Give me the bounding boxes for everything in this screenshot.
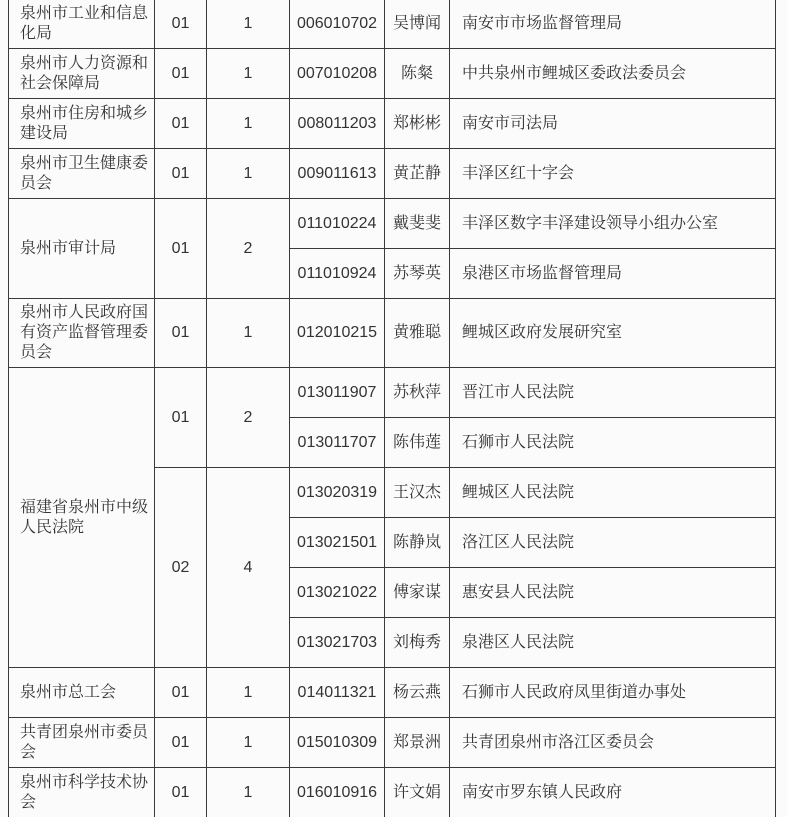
cell-candidate-name: 郑景洲 (385, 718, 450, 768)
cell-post-code: 02 (155, 468, 207, 668)
cell-candidate-id: 013021022 (290, 568, 385, 618)
cell-work-unit: 石狮市人民政府凤里街道办事处 (450, 668, 776, 718)
cell-work-unit: 中共泉州市鲤城区委政法委员会 (450, 49, 776, 99)
table-body (9, 0, 776, 817)
cell-candidate-name: 陈伟莲 (385, 418, 450, 468)
table-row (9, 768, 776, 817)
cell-candidate-name: 郑彬彬 (385, 99, 450, 149)
table-row (9, 199, 776, 249)
cell-recruit-count: 1 (207, 668, 290, 718)
table-row (9, 49, 776, 99)
table-row (9, 668, 776, 718)
cell-work-unit: 石狮市人民法院 (450, 418, 776, 468)
cell-recruit-count: 2 (207, 368, 290, 468)
cell-post-code: 01 (155, 149, 207, 199)
cell-work-unit: 晋江市人民法院 (450, 368, 776, 418)
cell-work-unit: 洛江区人民法院 (450, 518, 776, 568)
cell-candidate-name: 陈粲 (385, 49, 450, 99)
cell-recruit-count: 1 (207, 718, 290, 768)
cell-work-unit: 南安市司法局 (450, 99, 776, 149)
cell-candidate-id: 013021703 (290, 618, 385, 668)
cell-candidate-name: 杨云燕 (385, 668, 450, 718)
cell-candidate-name: 陈静岚 (385, 518, 450, 568)
table-container (8, 0, 776, 817)
cell-candidate-name: 刘梅秀 (385, 618, 450, 668)
cell-candidate-id: 007010208 (290, 49, 385, 99)
table-row (9, 299, 776, 368)
cell-candidate-id: 011010924 (290, 249, 385, 299)
cell-candidate-id: 009011613 (290, 149, 385, 199)
cell-candidate-id: 013021501 (290, 518, 385, 568)
cell-post-code: 01 (155, 668, 207, 718)
cell-candidate-id: 011010224 (290, 199, 385, 249)
cell-post-code: 01 (155, 718, 207, 768)
cell-recruiting-org: 福建省泉州市中级人民法院 (9, 368, 155, 668)
cell-candidate-name: 苏琴英 (385, 249, 450, 299)
cell-candidate-name: 苏秋萍 (385, 368, 450, 418)
cell-candidate-id: 014011321 (290, 668, 385, 718)
cell-candidate-name: 许文娟 (385, 768, 450, 817)
cell-candidate-name: 吴博闻 (385, 0, 450, 49)
cell-candidate-id: 013011907 (290, 368, 385, 418)
cell-candidate-id: 013011707 (290, 418, 385, 468)
cell-recruiting-org: 泉州市卫生健康委员会 (9, 149, 155, 199)
table-row (9, 718, 776, 768)
cell-work-unit: 南安市市场监督管理局 (450, 0, 776, 49)
cell-work-unit: 惠安县人民法院 (450, 568, 776, 618)
cell-post-code: 01 (155, 299, 207, 368)
cell-candidate-id: 016010916 (290, 768, 385, 817)
cell-recruit-count: 2 (207, 199, 290, 299)
cell-post-code: 01 (155, 199, 207, 299)
cell-candidate-name: 黄芷静 (385, 149, 450, 199)
cell-candidate-id: 006010702 (290, 0, 385, 49)
cell-candidate-name: 傅家谋 (385, 568, 450, 618)
cell-candidate-id: 015010309 (290, 718, 385, 768)
cell-recruit-count: 1 (207, 768, 290, 817)
cell-recruit-count: 1 (207, 0, 290, 49)
cell-work-unit: 共青团泉州市洛江区委员会 (450, 718, 776, 768)
cell-post-code: 01 (155, 99, 207, 149)
recruitment-table (8, 0, 776, 817)
table-row (9, 99, 776, 149)
cell-recruiting-org: 泉州市人力资源和社会保障局 (9, 49, 155, 99)
table-row (9, 368, 776, 418)
cell-work-unit: 泉港区市场监督管理局 (450, 249, 776, 299)
cell-post-code: 01 (155, 49, 207, 99)
cell-work-unit: 南安市罗东镇人民政府 (450, 768, 776, 817)
cell-recruiting-org: 泉州市工业和信息化局 (9, 0, 155, 49)
cell-recruiting-org: 泉州市总工会 (9, 668, 155, 718)
cell-work-unit: 丰泽区红十字会 (450, 149, 776, 199)
cell-candidate-id: 012010215 (290, 299, 385, 368)
table-row (9, 149, 776, 199)
cell-work-unit: 鲤城区人民法院 (450, 468, 776, 518)
table-row (9, 0, 776, 49)
cell-work-unit: 丰泽区数字丰泽建设领导小组办公室 (450, 199, 776, 249)
cell-candidate-name: 黄雅聪 (385, 299, 450, 368)
cell-post-code: 01 (155, 0, 207, 49)
cell-work-unit: 鲤城区政府发展研究室 (450, 299, 776, 368)
cell-recruiting-org: 泉州市审计局 (9, 199, 155, 299)
cell-candidate-id: 008011203 (290, 99, 385, 149)
cell-candidate-id: 013020319 (290, 468, 385, 518)
cell-recruit-count: 1 (207, 149, 290, 199)
cell-candidate-name: 王汉杰 (385, 468, 450, 518)
cell-recruit-count: 1 (207, 49, 290, 99)
cell-recruit-count: 4 (207, 468, 290, 668)
cell-post-code: 01 (155, 368, 207, 468)
cell-recruiting-org: 泉州市人民政府国有资产监督管理委员会 (9, 299, 155, 368)
cell-work-unit: 泉港区人民法院 (450, 618, 776, 668)
cell-recruiting-org: 泉州市科学技术协会 (9, 768, 155, 817)
cell-recruiting-org: 共青团泉州市委员会 (9, 718, 155, 768)
cell-candidate-name: 戴斐斐 (385, 199, 450, 249)
cell-post-code: 01 (155, 768, 207, 817)
cell-recruit-count: 1 (207, 99, 290, 149)
cell-recruit-count: 1 (207, 299, 290, 368)
cell-recruiting-org: 泉州市住房和城乡建设局 (9, 99, 155, 149)
